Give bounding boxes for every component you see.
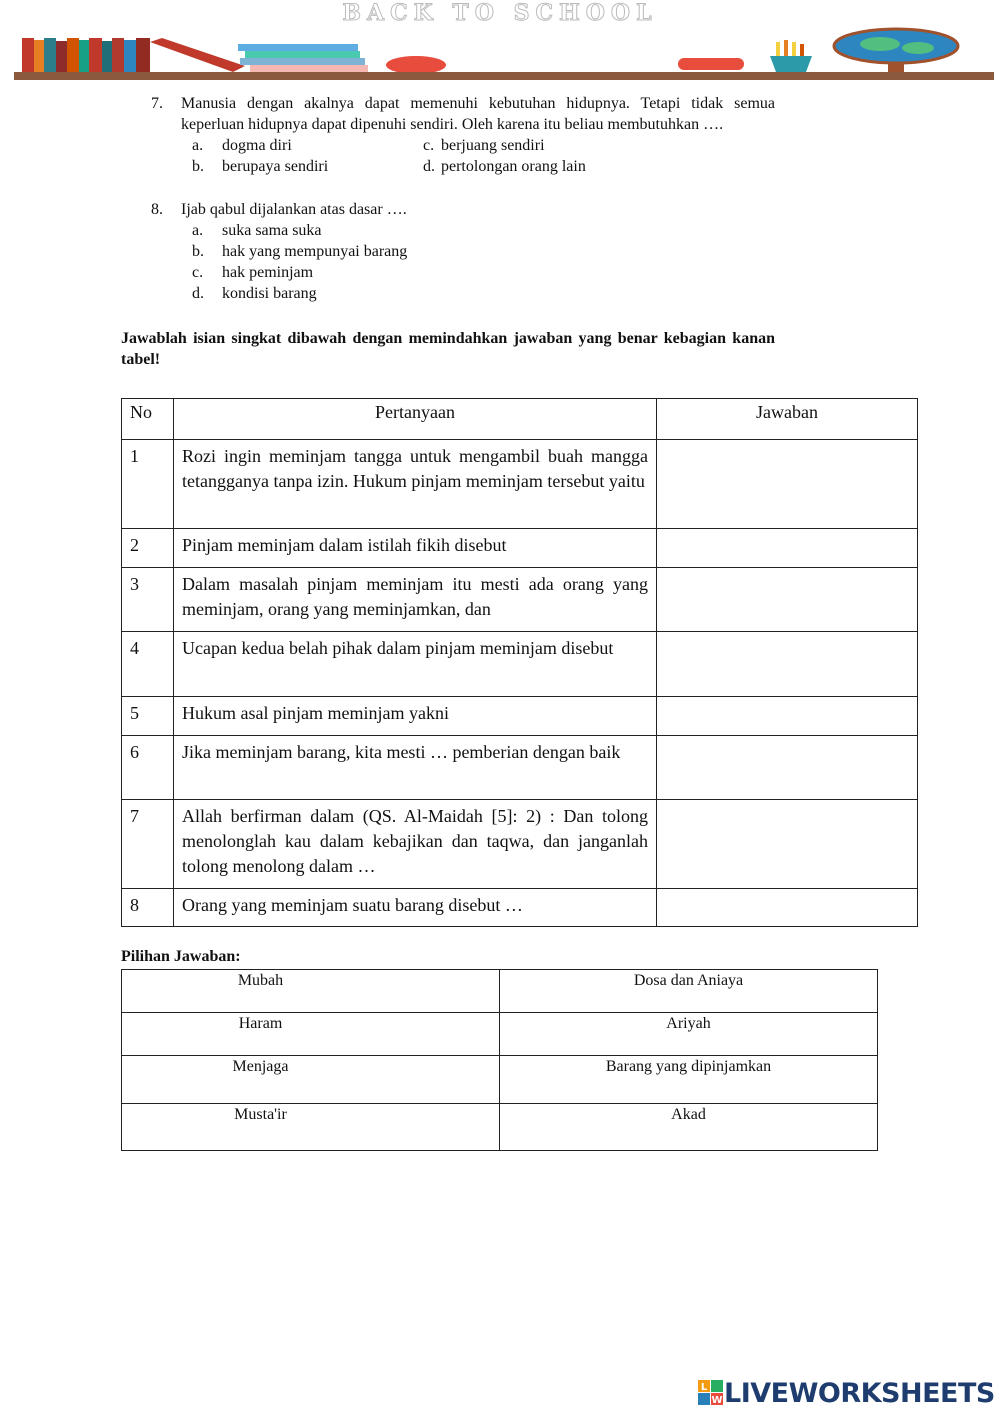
question-number: 8. [151,201,163,218]
svg-text:W: W [711,1395,723,1406]
choices-row [122,970,878,1013]
table-row [122,529,918,568]
liveworksheets-brand: LIVEWORKSHEETS [724,1377,995,1409]
row-question: Jika meminjam barang, kita mesti … pemberian dengan baik [174,736,657,800]
row-question: Pinjam meminjam dalam istilah fikih disebut [174,529,657,568]
option-letter: c. [192,264,204,281]
choices-title: Pilihan Jawaban: [121,948,241,965]
answer-drop-cell[interactable] [657,697,918,736]
header-answer: Jawaban [657,399,918,440]
row-number: 8 [122,889,174,927]
table-row [122,736,918,800]
table-row [122,568,918,632]
option-letter: b. [192,158,204,175]
answer-choice[interactable]: Mubah [122,970,500,1013]
row-number: 2 [122,529,174,568]
row-number: 6 [122,736,174,800]
row-question: Ucapan kedua belah pihak dalam pinjam meminjam disebut [174,632,657,697]
answer-drop-cell[interactable] [657,529,918,568]
option-text: suka sama suka [222,222,322,239]
shelf-divider [14,72,994,80]
qa-table [121,398,918,927]
question-7 [151,93,775,177]
row-number: 3 [122,568,174,632]
header-question: Pertanyaan [174,399,657,440]
row-number: 1 [122,440,174,529]
answer-drop-cell[interactable] [657,736,918,800]
option-letter: a. [192,222,204,239]
instruction-text: Jawablah isian singkat dibawah dengan memindahkan jawaban yang benar kebagian kanan tabel! [121,330,775,368]
books-icon [22,38,245,72]
option-text: berjuang sendiri [441,137,545,154]
svg-text:L: L [700,1382,708,1393]
liveworksheets-badge-icon [698,1378,724,1408]
table-header-row [122,399,918,440]
row-question: Rozi ingin meminjam tangga untuk mengambil buah mangga tetangganya tanpa izin. Hukum pinjam meminjam tersebut yaitu [174,440,657,529]
question-number: 7. [151,95,163,112]
row-number: 5 [122,697,174,736]
choices-table [121,969,878,1151]
answer-choice[interactable]: Haram [122,1013,500,1056]
row-question: Dalam masalah pinjam meminjam itu mesti ada orang yang meminjam, orang yang meminjamkan, dan [174,568,657,632]
table-row [122,697,918,736]
choices-row [122,1104,878,1151]
answer-drop-cell[interactable] [657,568,918,632]
option-text: kondisi barang [222,285,317,302]
choices-row [122,1013,878,1056]
option-text: pertolongan orang lain [441,158,586,175]
banner-title: BACK TO SCHOOL [342,0,658,26]
globe-icon [834,29,958,72]
option-letter: c. [423,137,435,154]
table-row [122,889,918,927]
row-question: Allah berfirman dalam (QS. Al-Maidah [5]: 2) : Dan tolong menolonglah kau dalam kebajikan dan taqwa, dan janganlah tolong menolong dalam … [174,800,657,889]
question-text: Ijab qabul dijalankan atas dasar …. [181,201,407,218]
option-text: dogma diri [222,137,292,154]
answer-drop-cell[interactable] [657,800,918,889]
table-row [122,632,918,697]
answer-drop-cell[interactable] [657,889,918,927]
option-letter: d. [192,285,204,302]
row-number: 4 [122,632,174,697]
answer-choice[interactable]: Menjaga [122,1056,500,1104]
question-8 [151,199,775,304]
answer-choice[interactable]: Ariyah [500,1013,878,1056]
apple-icon [386,56,446,74]
option-text: hak yang mempunyai barang [222,243,408,260]
option-text: hak peminjam [222,264,314,281]
answer-choice[interactable]: Musta'ir [122,1104,500,1151]
pencil-case-icon [678,58,744,70]
header-banner [0,0,1000,84]
option-text: berupaya sendiri [222,158,329,175]
table-row [122,800,918,889]
answer-choice[interactable]: Akad [500,1104,878,1151]
choices-row [122,1056,878,1104]
pencil-cup-icon [770,40,812,72]
answer-choice[interactable]: Barang yang dipinjamkan [500,1056,878,1104]
row-question: Hukum asal pinjam meminjam yakni [174,697,657,736]
stacked-books-icon [238,44,368,72]
answer-drop-cell[interactable] [657,440,918,529]
header-no: No [122,399,174,440]
answer-drop-cell[interactable] [657,632,918,697]
option-letter: b. [192,243,204,260]
table-row [122,440,918,529]
option-letter: d. [423,158,435,175]
row-number: 7 [122,800,174,889]
option-letter: a. [192,137,204,154]
question-text: Manusia dengan akalnya dapat memenuhi kebutuhan hidupnya. Tetapi tidak semua keperluan hidupnya dapat dipenuhi sendiri. Oleh karena itu beliau membutuhkan …. [181,95,775,133]
liveworksheets-logo [698,1376,995,1410]
row-question: Orang yang meminjam suatu barang disebut … [174,889,657,927]
answer-choice[interactable]: Dosa dan Aniaya [500,970,878,1013]
school-banner-illustration [0,0,1000,84]
